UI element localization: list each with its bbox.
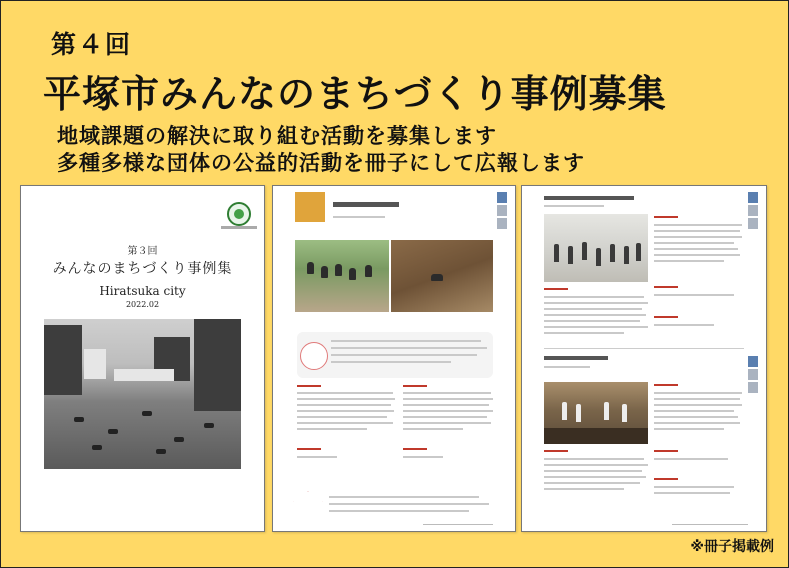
section-heading-mark — [297, 385, 321, 387]
city-emblem-icon — [227, 202, 251, 226]
article-title-placeholder — [333, 202, 399, 207]
issue-number: 第４回 — [51, 30, 133, 59]
section-title-placeholder — [544, 196, 634, 200]
category-badge — [295, 192, 325, 222]
music-concert-photo — [544, 382, 648, 444]
historic-town-photo — [44, 319, 241, 469]
forest-floor-photo — [391, 240, 493, 312]
sample-note: ※冊子掲載例 — [690, 539, 774, 555]
cover-date: 2022.02 — [125, 300, 160, 309]
booklet-cover-sample — [20, 185, 265, 532]
appeal-point-badge — [300, 342, 328, 370]
page-title: 平塚市みんなのまちづくり事例募集 — [43, 72, 667, 116]
article-subtitle-placeholder — [333, 216, 385, 218]
star-point-icon — [293, 491, 323, 521]
sample-article-page-two — [521, 185, 767, 532]
cover-city: Hiratsuka city — [99, 284, 186, 298]
side-index-tabs-top — [748, 192, 758, 231]
cover-title: みんなのまちづくり事例集 — [52, 261, 233, 277]
side-index-tabs — [497, 192, 507, 231]
side-index-tabs-bottom — [748, 356, 758, 395]
cover-issue: 第３回 — [127, 246, 158, 257]
section-divider — [544, 348, 744, 349]
fitness-class-photo — [544, 214, 648, 282]
subtitle-1: 地域課題の解決に取り組む活動を募集します — [57, 124, 497, 148]
rice-planting-photo — [295, 240, 389, 312]
emblem-caption-line — [221, 226, 257, 229]
sample-article-page — [272, 185, 516, 532]
subtitle-2: 多種多様な団体の公益的活動を冊子にして広報します — [57, 151, 585, 175]
